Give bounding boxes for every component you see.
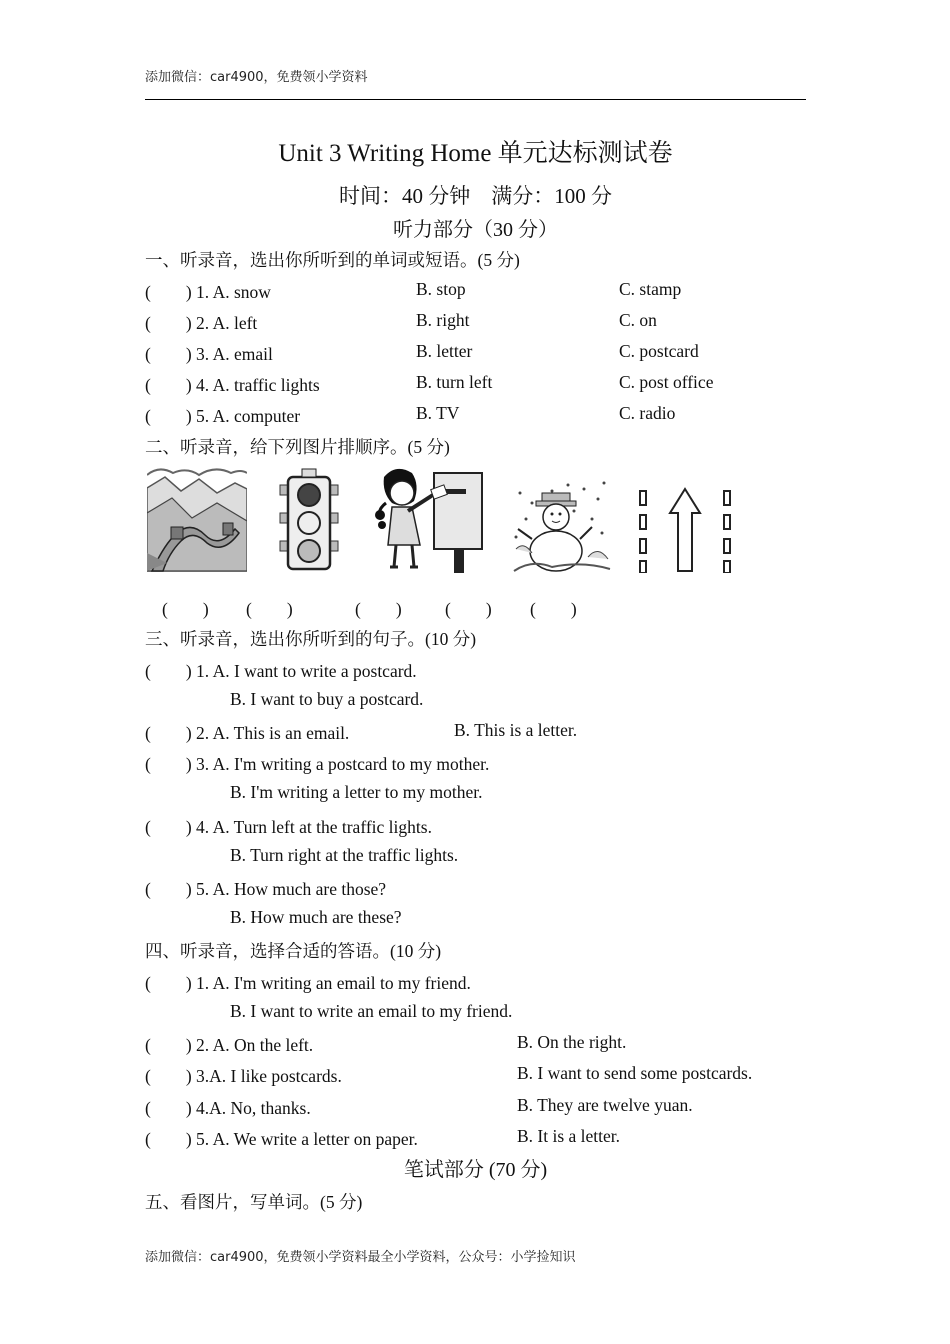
s4-q1-option-b: B. I want to write an email to my friend. [230,1001,513,1021]
s1-item-5-a: ( ) 5. A. computer [145,406,301,426]
picture-order-blank-2[interactable]: ( ) [246,599,293,619]
s1-item-2-a: ( ) 2. A. left [145,313,258,333]
great-wall-picture [147,463,247,573]
s4-q1-option-a: ( ) 1. A. I'm writing an email to my friend. [145,973,471,993]
s1-item-3-c: C. postcard [619,341,699,361]
s3-q4-option-b: B. Turn right at the traffic lights. [230,845,459,865]
s3-q2-option-a: ( ) 2. A. This is an email. [145,723,350,743]
section4-heading: 四、听录音，选择合适的答语。(10 分) [145,941,442,961]
s3-q5-option-a: ( ) 5. A. How much are those? [145,879,387,899]
s4-q3-option-b: B. I want to send some postcards. [517,1063,753,1083]
s1-item-3-b: B. letter [416,341,473,361]
s1-item-5-c: C. radio [619,403,676,423]
section5-heading: 五、看图片，写单词。(5 分) [145,1192,363,1212]
header-divider [145,99,806,100]
page-header-note: 添加微信：car4900，免费领小学资料 [145,70,368,85]
s3-q2-option-b: B. This is a letter. [454,720,578,740]
s4-q2-option-a: ( ) 2. A. On the left. [145,1035,314,1055]
s3-q1-option-a: ( ) 1. A. I want to write a postcard. [145,661,417,681]
s1-item-4-a: ( ) 4. A. traffic lights [145,375,320,395]
s1-item-5-b: B. TV [416,403,460,423]
s1-item-1-c: C. stamp [619,279,682,299]
picture-order-blank-5[interactable]: ( ) [530,599,577,619]
time-score-line: 时间：40 分钟 满分：100 分 [339,184,612,208]
page-footer-note: 添加微信：car4900，免费领小学资料最全小学资料，公众号：小学捡知识 [145,1250,576,1265]
s1-item-2-c: C. on [619,310,657,330]
traffic-lights-picture [276,463,342,573]
s3-q3-option-b: B. I'm writing a letter to my mother. [230,782,483,802]
s4-q4-option-a: ( ) 4.A. No, thanks. [145,1098,311,1118]
s3-q4-option-a: ( ) 4. A. Turn left at the traffic lights. [145,817,432,837]
picture-order-blank-4[interactable]: ( ) [445,599,492,619]
s3-q3-option-a: ( ) 3. A. I'm writing a postcard to my mother. [145,754,490,774]
section3-heading: 三、听录音，选出你所听到的句子。(10 分) [145,629,477,649]
s1-item-4-c: C. post office [619,372,714,392]
s4-q2-option-b: B. On the right. [517,1032,627,1052]
s1-item-4-b: B. turn left [416,372,493,392]
s4-q5-option-a: ( ) 5. A. We write a letter on paper. [145,1129,418,1149]
s1-item-1-a: ( ) 1. A. snow [145,282,271,302]
s1-item-1-b: B. stop [416,279,466,299]
s1-item-3-a: ( ) 3. A. email [145,344,273,364]
page-title: Unit 3 Writing Home 单元达标测试卷 [278,140,673,167]
s4-q4-option-b: B. They are twelve yuan. [517,1095,693,1115]
snowman-picture [512,463,612,573]
section1-heading: 一、听录音，选出你所听到的单词或短语。(5 分) [145,250,520,270]
picture-order-blank-1[interactable]: ( ) [162,599,209,619]
s3-q5-option-b: B. How much are these? [230,907,402,927]
s3-q1-option-b: B. I want to buy a postcard. [230,689,424,709]
written-part-heading: 笔试部分 (70 分) [403,1159,548,1181]
s4-q3-option-a: ( ) 3.A. I like postcards. [145,1066,342,1086]
s4-q5-option-b: B. It is a letter. [517,1126,621,1146]
listening-part-heading: 听力部分（30 分） [393,219,558,241]
s1-item-2-b: B. right [416,310,470,330]
go-straight-road-picture [636,463,736,573]
picture-order-blank-3[interactable]: ( ) [355,599,402,619]
mailbox-picture [374,463,486,575]
section2-heading: 二、听录音，给下列图片排顺序。(5 分) [145,437,450,457]
